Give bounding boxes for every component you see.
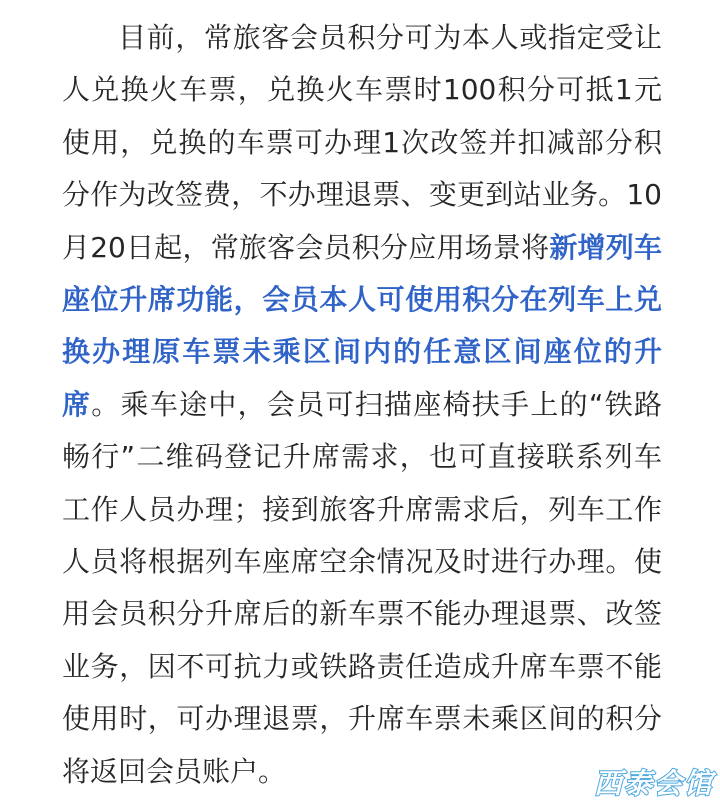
paragraph-text-after: 。乘车途中，会员可扫描座椅扶手上的“铁路畅行”二维码登记升席需求，也可直接联系列车工作人员办理；接到旅客升席需求后，列车工作人员将根据列车座席空余情况及时进行办理。使用会员积分升席后的新车票不能办理退票、改签业务，因不可抗力或铁路责任造成升席车票不能使用时，可办理退票，升席车票未乘区间的积分将返回会员账户。: [62, 387, 662, 788]
highlighted-text: 新增列车座位升席功能，会员本人可使用积分在列车上兑换办理原车票未乘区间内的任意区间座位的升席: [62, 230, 662, 421]
paragraph-text-before: 目前，常旅客会员积分可为本人或指定受让人兑换火车票，兑换火车票时100积分可抵1元使用，兑换的车票可办理1次改签并扣减部分积分作为改签费，不办理退票、变更到站业务。10月20日起，常旅客会员积分应用场景将: [62, 21, 662, 264]
article-paragraph: [62, 12, 662, 798]
watermark-logo: 西泰会馆: [593, 767, 714, 800]
